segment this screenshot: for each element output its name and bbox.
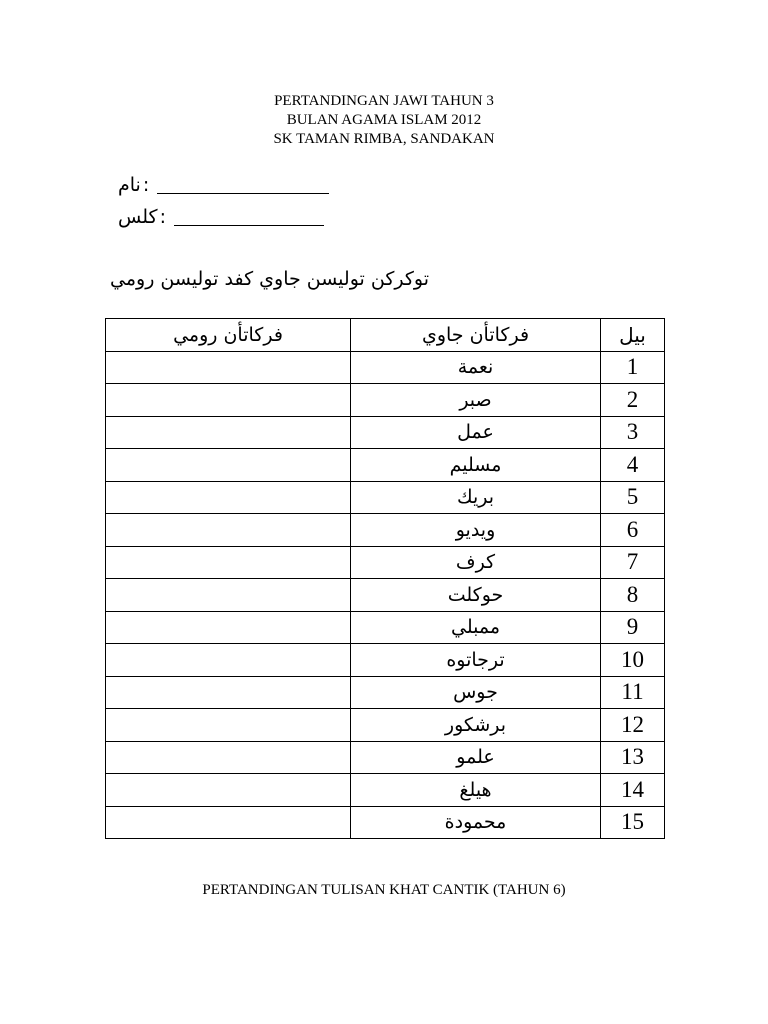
row-number-cell: 3 xyxy=(601,416,665,449)
jawi-word-cell: عمل xyxy=(351,416,601,449)
rumi-answer-cell[interactable] xyxy=(106,449,351,482)
row-number-cell: 11 xyxy=(601,676,665,709)
header-subtitle: BULAN AGAMA ISLAM 2012 xyxy=(286,112,482,128)
jawi-word-cell: جوس xyxy=(351,676,601,709)
header-rumi: فرکاتأن رومي xyxy=(106,319,351,352)
table-row xyxy=(106,741,665,774)
instruction-text: توکرکن توليسن جاوي کفد توليسن رومي xyxy=(110,268,429,290)
rumi-answer-cell[interactable] xyxy=(106,579,351,612)
table-row xyxy=(106,611,665,644)
rumi-answer-cell[interactable] xyxy=(106,676,351,709)
name-label: نام xyxy=(118,174,141,196)
row-number-cell: 4 xyxy=(601,449,665,482)
table-row xyxy=(106,579,665,612)
header-school: SK TAMAN RIMBA, SANDAKAN xyxy=(273,131,495,147)
table-header-row xyxy=(106,319,665,352)
row-number-cell: 9 xyxy=(601,611,665,644)
rumi-answer-cell[interactable] xyxy=(106,709,351,742)
row-number-cell: 14 xyxy=(601,774,665,807)
rumi-answer-cell[interactable] xyxy=(106,806,351,839)
header-title: PERTANDINGAN JAWI TAHUN 3 xyxy=(274,93,494,109)
row-number-cell: 7 xyxy=(601,546,665,579)
table-row xyxy=(106,449,665,482)
jawi-word-cell: ويديو xyxy=(351,514,601,547)
table-row xyxy=(106,546,665,579)
rumi-answer-cell[interactable] xyxy=(106,514,351,547)
row-number-cell: 12 xyxy=(601,709,665,742)
name-field xyxy=(118,174,329,196)
name-blank-line[interactable] xyxy=(157,175,329,194)
rumi-answer-cell[interactable] xyxy=(106,741,351,774)
table-row xyxy=(106,514,665,547)
rumi-answer-cell[interactable] xyxy=(106,546,351,579)
class-blank-line[interactable] xyxy=(174,207,324,226)
class-colon: : xyxy=(159,206,166,228)
table-row xyxy=(106,351,665,384)
jawi-word-cell: بريك xyxy=(351,481,601,514)
rumi-answer-cell[interactable] xyxy=(106,384,351,417)
jawi-word-cell: برشکور xyxy=(351,709,601,742)
jawi-word-cell: محمودة xyxy=(351,806,601,839)
row-number-cell: 13 xyxy=(601,741,665,774)
row-number-cell: 8 xyxy=(601,579,665,612)
header-bil: بيل xyxy=(601,319,665,352)
table-row xyxy=(106,481,665,514)
jawi-word-cell: کرف xyxy=(351,546,601,579)
table-row xyxy=(106,416,665,449)
word-table xyxy=(105,318,665,839)
jawi-word-cell: ترجاتوه xyxy=(351,644,601,677)
rumi-answer-cell[interactable] xyxy=(106,774,351,807)
rumi-answer-cell[interactable] xyxy=(106,644,351,677)
row-number-cell: 2 xyxy=(601,384,665,417)
jawi-word-cell: حوکلت xyxy=(351,579,601,612)
table-row xyxy=(106,644,665,677)
name-colon: : xyxy=(142,174,150,196)
row-number-cell: 15 xyxy=(601,806,665,839)
document-header xyxy=(0,92,768,149)
row-number-cell: 6 xyxy=(601,514,665,547)
jawi-word-cell: صبر xyxy=(351,384,601,417)
row-number-cell: 10 xyxy=(601,644,665,677)
table-row xyxy=(106,709,665,742)
class-field xyxy=(118,206,324,228)
row-number-cell: 5 xyxy=(601,481,665,514)
rumi-answer-cell[interactable] xyxy=(106,481,351,514)
class-label: کلس xyxy=(118,206,158,228)
jawi-word-cell: علمو xyxy=(351,741,601,774)
footer-title: PERTANDINGAN TULISAN KHAT CANTIK (TAHUN 6) xyxy=(202,882,566,898)
header-jawi: فرکاتأن جاوي xyxy=(351,319,601,352)
rumi-answer-cell[interactable] xyxy=(106,351,351,384)
jawi-word-cell: مسليم xyxy=(351,449,601,482)
rumi-answer-cell[interactable] xyxy=(106,611,351,644)
table-row xyxy=(106,384,665,417)
table-row xyxy=(106,806,665,839)
row-number-cell: 1 xyxy=(601,351,665,384)
jawi-word-cell: هيلغ xyxy=(351,774,601,807)
rumi-answer-cell[interactable] xyxy=(106,416,351,449)
table-row xyxy=(106,774,665,807)
jawi-word-cell: ممبلي xyxy=(351,611,601,644)
table-row xyxy=(106,676,665,709)
jawi-word-cell: نعمة xyxy=(351,351,601,384)
